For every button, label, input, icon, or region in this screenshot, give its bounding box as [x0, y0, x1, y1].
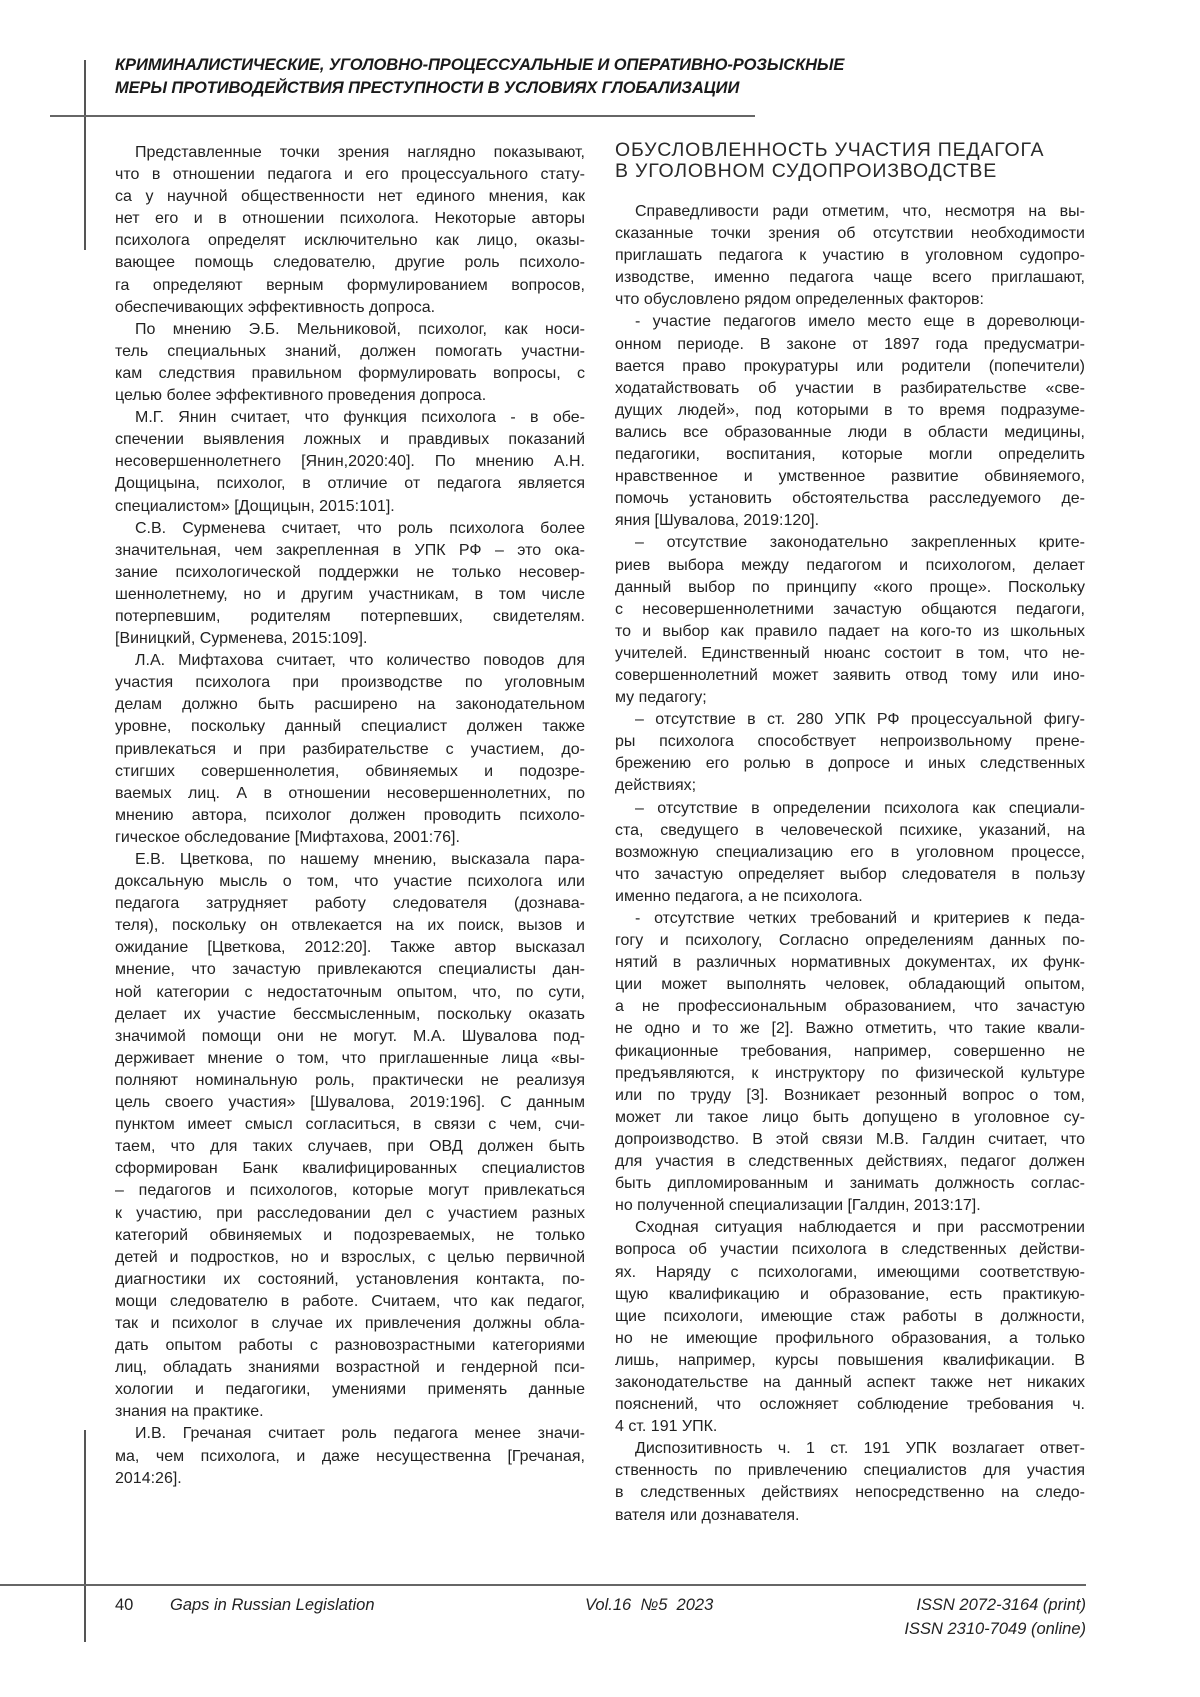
paragraph-line: ции может выполнять человек, обладающий опытом, — [615, 976, 1085, 994]
footer-rule — [0, 1584, 1086, 1586]
paragraph-line: – отсутствие в определении психолога как специали- — [635, 799, 1085, 817]
paragraph-line: зание психологической поддержки не только несовер- — [115, 563, 585, 581]
paragraph-line: щую квалификацию и образование, есть практикую- — [615, 1285, 1085, 1303]
paragraph-line: Дощицына, психолог, в отличие от педагога является — [115, 475, 585, 493]
paragraph-line: педагога затрудняет работу следователя (дознава- — [115, 895, 585, 913]
paragraph-line: действиях; — [615, 777, 697, 795]
paragraph-line: – педагогов и психологов, которые могут привлекаться — [115, 1182, 585, 1200]
paragraph-line: Сходная ситуация наблюдается и при рассмотрении — [635, 1219, 1085, 1237]
paragraph-line: в следственных действиях непосредственно на следо- — [615, 1484, 1085, 1502]
running-head-line-2: МЕРЫ ПРОТИВОДЕЙСТВИЯ ПРЕСТУПНОСТИ В УСЛОВИЯХ ГЛОБАЛИЗАЦИИ — [115, 79, 740, 97]
paragraph-line: пояснений, что осложняет соблюдение требования ч. — [615, 1396, 1085, 1414]
paragraph-line: сформирован Банк квалифицированных специалистов — [115, 1160, 585, 1178]
paragraph-line: потерпевшим, родителям потерпевших, свидетелям. — [115, 607, 585, 625]
paragraph-line: законодательстве на данный аспект также нет никаких — [615, 1373, 1085, 1391]
paragraph-line: лишь, например, курсы повышения квалификации. В — [615, 1351, 1085, 1369]
paragraph — [115, 407, 585, 517]
paragraph-line: хологии и педагогики, умениями применять данные — [115, 1381, 585, 1399]
paragraph-line: ваемых лиц. А в отношении несовершеннолетних, по — [115, 784, 585, 802]
paragraph-line: кам следствия правильном формулировать вопросы, с — [115, 364, 585, 382]
paragraph-line: гическое обследование [Мифтахова, 2001:76]. — [115, 828, 460, 846]
paragraph-line: ма, чем психолога, и даже несущественна [Гречаная, — [115, 1447, 585, 1465]
paragraph-line: держивает мнение о том, что приглашенные лица «вы- — [115, 1049, 585, 1067]
paragraph-line: нет его и в отношении психолога. Некоторые авторы — [115, 210, 585, 228]
paragraph-line: Справедливости ради отметим, что, несмотря на вы- — [635, 203, 1085, 220]
paragraph-line: полняют номинальную роль, практически не реализуя — [115, 1071, 585, 1089]
issn-print: ISSN 2072-3164 (print) — [916, 1596, 1086, 1614]
header-rule — [50, 115, 755, 117]
paragraph-line: диагностики их состояний, установления контакта, по- — [115, 1270, 585, 1288]
paragraph — [615, 798, 1085, 908]
paragraph-line: [Виницкий, Сурменева, 2015:109]. — [115, 630, 368, 648]
right-column — [615, 201, 1085, 1527]
paragraph-line: вающее помощь следователю, другие роль психоло- — [115, 254, 585, 272]
paragraph-line: или по труду [3]. Возникает резонный вопрос о том, — [615, 1086, 1085, 1104]
paragraph-line: для участия в следственных действиях, педагог должен — [615, 1153, 1085, 1171]
paragraph-line: ста, сведущего в человеческой психике, указаний, на — [615, 821, 1085, 839]
paragraph-line: дущих людей», под которыми в то время подразуме- — [615, 401, 1085, 419]
paragraph-line: именно педагога, а не психолога. — [615, 887, 863, 905]
paragraph-line: а не профессиональным образованием, что зачастую — [615, 998, 1085, 1016]
paragraph-line: Л.А. Мифтахова считает, что количество поводов для — [135, 652, 585, 670]
paragraph — [115, 518, 585, 651]
paragraph-line: онном периоде. В законе от 1897 года предусматри- — [615, 335, 1085, 353]
paragraph — [615, 311, 1085, 532]
paragraph — [115, 650, 585, 849]
paragraph-line: 2014:26]. — [115, 1469, 182, 1487]
paragraph-line: участия психолога при производстве по уголовным — [115, 674, 585, 692]
paragraph-line: к участию, при расследовании дел с участием разных — [115, 1204, 585, 1222]
paragraph-line: привлекаться и при разбирательстве с участием, до- — [115, 740, 585, 758]
paragraph-line: делам должно быть расширено на законодательном — [115, 696, 585, 714]
paragraph-line: тель специальных знаний, должен помогать участни- — [115, 342, 585, 360]
paragraph-line: вались все образованные люди в области медицины, — [615, 423, 1085, 441]
paragraph-line: фикационные требования, например, совершенно не — [615, 1042, 1085, 1060]
running-head-line-1: КРИМИНАЛИСТИЧЕСКИЕ, УГОЛОВНО-ПРОЦЕССУАЛЬНЫЕ И ОПЕРАТИВНО-РОЗЫСКНЫЕ — [115, 56, 845, 74]
paragraph-line: возможную специализацию его в уголовном процессе, — [615, 843, 1085, 861]
paragraph-line: с несовершеннолетними зачастую общаются педагоги, — [615, 600, 1085, 618]
paragraph-line: что в отношении педагога и его процессуального стату- — [115, 166, 585, 184]
paragraph — [115, 1423, 585, 1489]
paragraph-line: пунктом имеет смысл согласиться, в связи с чем, счи- — [115, 1116, 585, 1134]
paragraph-line: шеннолетнему, но и другим участникам, в том числе — [115, 585, 585, 603]
paragraph-line: – отсутствие законодательно закрепленных крите- — [635, 534, 1085, 552]
paragraph-line: значительная, чем закрепленная в УПК РФ – это ока- — [115, 541, 585, 559]
paragraph-line: - отсутствие четких требований и критериев к педа- — [635, 910, 1085, 927]
paragraph-line: так и психолог в случае их привлечения должны обла- — [115, 1314, 585, 1332]
paragraph-line: вателя или дознавателя. — [615, 1506, 800, 1524]
issn-online: ISSN 2310-7049 (online) — [904, 1620, 1086, 1638]
paragraph-line: сказанные точки зрения об отсутствии необходимости — [615, 225, 1085, 243]
paragraph-line: психолога определят исключительно как лицо, оказы- — [115, 232, 585, 250]
paragraph-line: данный выбор по принципу «кого проще». Поскольку — [615, 578, 1085, 596]
paragraph — [615, 201, 1085, 311]
paragraph-line: помочь установить обстоятельства расследуемого де- — [615, 490, 1085, 508]
paragraph-line: ях. Наряду с психологами, имеющими соответствую- — [615, 1263, 1085, 1281]
section-heading-line-2: В УГОЛОВНОМ СУДОПРОИЗВОДСТВЕ — [615, 160, 998, 182]
running-head — [115, 54, 844, 100]
paragraph-line: педагогики, воспитания, которые могли определить — [615, 446, 1085, 464]
paragraph-line: значимой помощи они не могут. М.А. Шувалова под- — [115, 1027, 585, 1045]
paragraph-line: доксальную мысль о том, что участие психолога или — [115, 873, 585, 891]
margin-rule-top — [84, 60, 86, 250]
paragraph — [615, 709, 1085, 797]
paragraph-line: что обусловлено рядом определенных факторов: — [615, 291, 984, 309]
paragraph-line: быть дипломированным и занимать должность соглас- — [615, 1175, 1085, 1193]
paragraph-line: щие психологи, имеющие стаж работы в должности, — [615, 1307, 1085, 1325]
paragraph-line: обеспечивающих эффективность допроса. — [115, 298, 436, 316]
paragraph-line: яния [Шувалова, 2019:120]. — [615, 512, 820, 530]
paragraph-line: лиц, обладать знаниями возрастной и гендерной пси- — [115, 1359, 585, 1377]
paragraph-line: ходатайствовать об участии в разбирательстве «све- — [615, 379, 1085, 397]
paragraph-line: Представленные точки зрения наглядно показывают, — [135, 144, 585, 161]
paragraph — [115, 849, 585, 1423]
issue-info: Vol.16 №5 2023 — [585, 1596, 714, 1614]
paragraph-line: категорий обвиняемых и подозреваемых, не только — [115, 1226, 585, 1244]
paragraph-line: предъявляются, к инструктору по физической культуре — [615, 1064, 1085, 1082]
section-heading — [615, 140, 1044, 182]
paragraph-line: С.В. Сурменева считает, что роль психолога более — [135, 519, 585, 537]
paragraph — [115, 319, 585, 407]
paragraph-line: ры психолога способствует непроизвольному прене- — [615, 733, 1085, 751]
paragraph-line: риев выбора между педагогом и психологом, делает — [615, 556, 1085, 574]
paragraph-line: но полученной специализации [Галдин, 2013:17]. — [615, 1197, 981, 1215]
margin-rule-bottom — [84, 1430, 86, 1642]
paragraph-line: ственность по привлечению специалистов для участия — [615, 1462, 1085, 1480]
paragraph-line: Е.В. Цветкова, по нашему мнению, высказала пара- — [135, 851, 585, 868]
paragraph-line: Диспозитивность ч. 1 ст. 191 УПК возлагает ответ- — [635, 1440, 1085, 1458]
left-column — [115, 142, 585, 1490]
paragraph-line: му педагогу; — [615, 689, 707, 707]
paragraph-line: целью более эффективного проведения допроса. — [115, 387, 487, 405]
paragraph-line: уровне, поскольку данный специалист должен также — [115, 718, 585, 736]
paragraph-line: М.Г. Янин считает, что функция психолога - в обе- — [135, 409, 585, 427]
paragraph — [615, 908, 1085, 1217]
paragraph-line: ной категории с недостаточным опытом, что, по сути, — [115, 983, 585, 1001]
paragraph-line: знания на практике. — [115, 1403, 264, 1421]
paragraph-line: – отсутствие в ст. 280 УПК РФ процессуальной фигу- — [635, 711, 1085, 729]
paragraph-line: брежению его ролью в допросе и иных следственных — [615, 755, 1085, 773]
paragraph-line: детей и подростков, но и взрослых, с целью первичной — [115, 1248, 585, 1266]
paragraph-line: мощи следователю в работе. Считаем, что как педагог, — [115, 1292, 585, 1310]
paragraph-line: допроизводство. В этой связи М.В. Галдин считает, что — [615, 1130, 1085, 1148]
paragraph-line: изводстве, именно педагога чаще всего приглашают, — [615, 269, 1085, 287]
paragraph-line: но не имеющие профильного образования, а только — [615, 1329, 1085, 1347]
paragraph — [615, 532, 1085, 709]
paragraph-line: приглашать педагога к участию в уголовном судопро- — [615, 247, 1085, 265]
paragraph-line: са у научной общественности нет единого мнения, как — [115, 188, 585, 206]
paragraph-line: учителей. Единственный нюанс состоит в том, что не- — [615, 644, 1085, 662]
paragraph — [115, 142, 585, 319]
paragraph-line: вопроса об участии психолога в следственных действи- — [615, 1241, 1085, 1259]
paragraph-line: вается право прокуратуры или родители (попечители) — [615, 357, 1085, 375]
paragraph-line: га определяют верным формулированием вопросов, — [115, 276, 585, 294]
paragraph-line: несовершеннолетнего [Янин,2020:40]. По мнению А.Н. — [115, 453, 585, 471]
section-heading-line-1: ОБУСЛОВЛЕННОСТЬ УЧАСТИЯ ПЕДАГОГА — [615, 139, 1045, 161]
paragraph-line: ожидание [Цветкова, 2012:20]. Также автор высказал — [115, 939, 585, 957]
paragraph-line: 4 ст. 191 УПК. — [615, 1418, 718, 1436]
paragraph-line: то и выбор как правило падает на кого-то из школьных — [615, 622, 1085, 640]
paragraph-line: таем, что для таких случаев, при ОВД должен быть — [115, 1138, 585, 1156]
paragraph-line: теля), поскольку он отвлекается на их поиск, вызов и — [115, 917, 585, 935]
paragraph — [615, 1438, 1085, 1526]
paragraph-line: специалистом» [Дощицын, 2015:101]. — [115, 497, 395, 515]
paragraph-line: не одно и то же [2]. Важно отметить, что такие квали- — [615, 1020, 1085, 1038]
paragraph-line: мнению автора, психолог должен проводить психоло- — [115, 806, 585, 824]
paragraph-line: может ли такое лицо быть допущено в уголовное су- — [615, 1108, 1085, 1126]
paragraph-line: нятий в различных нормативных документах, их функ- — [615, 954, 1085, 972]
paragraph-line: стигших совершеннолетия, обвиняемых и подозре- — [115, 762, 585, 780]
paragraph-line: гогу и психологу, Согласно определениям данных по- — [615, 932, 1085, 950]
paragraph-line: что зачастую определяет выбор следователя в пользу — [615, 865, 1085, 883]
page-number: 40 — [115, 1596, 134, 1614]
paragraph-line: цель своего участия» [Шувалова, 2019:196]. С данным — [115, 1094, 585, 1112]
paragraph-line: делает их участие бессмысленным, поскольку оказать — [115, 1005, 585, 1023]
paragraph-line: дать опытом работы с разновозрастными категориями — [115, 1337, 585, 1355]
paragraph-line: спечении выявления ложных и правдивых показаний — [115, 431, 585, 449]
paragraph-line: По мнению Э.Б. Мельниковой, психолог, как носи- — [135, 320, 585, 338]
journal-title: Gaps in Russian Legislation — [170, 1596, 375, 1614]
paragraph-line: мнение, что зачастую привлекаются специалисты дан- — [115, 961, 585, 979]
paragraph-line: нравственное и умственное развитие обвиняемого, — [615, 468, 1085, 486]
paragraph-line: совершеннолетний может заявить отвод тому или ино- — [615, 666, 1085, 684]
paragraph-line: И.В. Гречаная считает роль педагога менее значи- — [135, 1425, 585, 1443]
paragraph-line: - участие педагогов имело место еще в дореволюци- — [635, 313, 1085, 331]
paragraph — [615, 1217, 1085, 1438]
